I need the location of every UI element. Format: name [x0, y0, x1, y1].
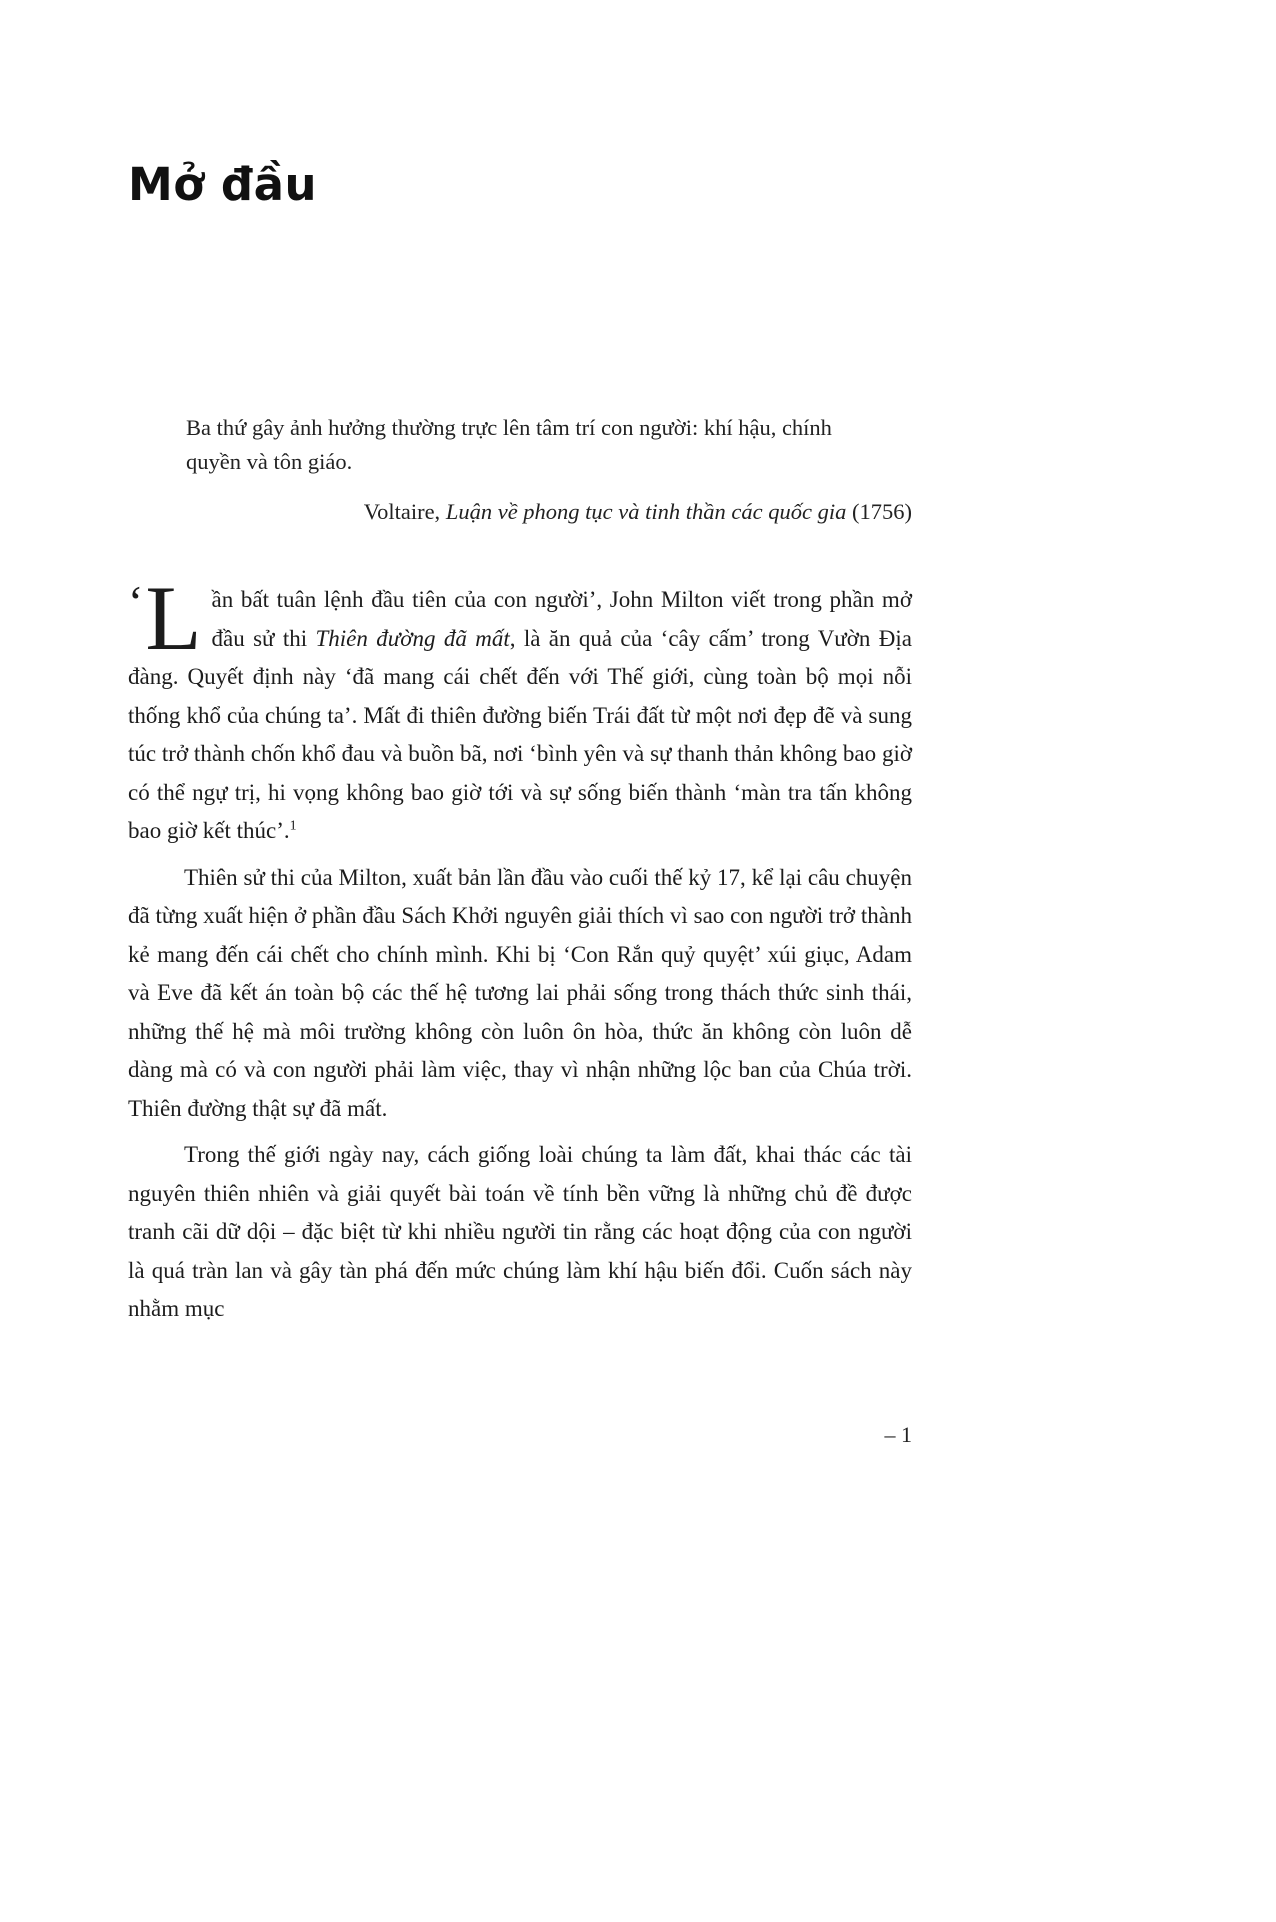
- attribution-work-title: Luận về phong tục và tinh thần các quốc gia: [445, 499, 847, 524]
- paragraph-2: Thiên sử thi của Milton, xuất bản lần đầu vào cuối thế kỷ 17, kể lại câu chuyện đã từng xuất hiện ở phần đầu Sách Khởi nguyên giải thích vì sao con người trở thành kẻ mang đến cái chết cho chính mình. Khi bị ‘Con Rắn quỷ quyệt’ xúi giục, Adam và Eve đã kết án toàn bộ các thế hệ tương lai phải sống trong thách thức sinh thái, những thế hệ mà môi trường không còn luôn ôn hòa, thức ăn không còn luôn dễ dàng mà có và con người phải làm việc, thay vì nhận những lộc ban của Chúa trời. Thiên đường thật sự đã mất.: [128, 864, 912, 1121]
- epigraph: [186, 411, 912, 529]
- body-text: [128, 567, 912, 1329]
- attribution-author: Voltaire,: [363, 499, 446, 524]
- epigraph-attribution: [128, 495, 912, 529]
- epigraph-quote: Ba thứ gây ảnh hưởng thường trực lên tâm trí con người: khí hậu, chính quyền và tôn giáo.: [186, 415, 832, 474]
- dropcap-letter: L: [145, 567, 202, 669]
- paragraph-1-text-after-italic: , là ăn quả của ‘cây cấm’ trong Vườn Địa đàng. Quyết định này ‘đã mang cái chết đến với Thế giới, cùng toàn bộ mọi nỗi thống khổ của chúng ta’. Mất đi thiên đường biến Trái đất từ một nơi đẹp đẽ và sung túc trở thành chốn khổ đau và buồn bã, nơi ‘bình yên và sự thanh thản không bao giờ có thể ngự trị, hi vọng không bao giờ tới và sự sống biến thành ‘màn tra tấn không bao giờ kết thúc’.: [128, 625, 912, 843]
- paragraph-3: Trong thế giới ngày nay, cách giống loài chúng ta làm đất, khai thác các tài nguyên thiên nhiên và giải quyết bài toán về tính bền vững là những chủ đề được tranh cãi dữ dội – đặc biệt từ khi nhiều người tin rằng các hoạt động của con người là quá tràn lan và gây tàn phá đến mức chúng làm khí hậu biến đổi. Cuốn sách này nhằm mục: [128, 1142, 912, 1321]
- dropcap-block: [128, 567, 202, 669]
- page-number: – 1: [884, 1422, 912, 1447]
- footnote-reference: 1: [289, 818, 297, 834]
- opening-quote-mark: ‘: [128, 576, 144, 627]
- text-block: [128, 158, 912, 1337]
- paragraph-1-italic-title: Thiên đường đã mất: [315, 625, 510, 651]
- paragraph-1: [128, 567, 912, 851]
- paragraph-1-text-before-italic: ần bất tuân lệnh đầu tiên của con người’, John Milton viết trong phần mở đầu sử thi: [211, 587, 912, 651]
- attribution-year: (1756): [846, 499, 912, 524]
- chapter-title: Mở đầu: [128, 158, 317, 211]
